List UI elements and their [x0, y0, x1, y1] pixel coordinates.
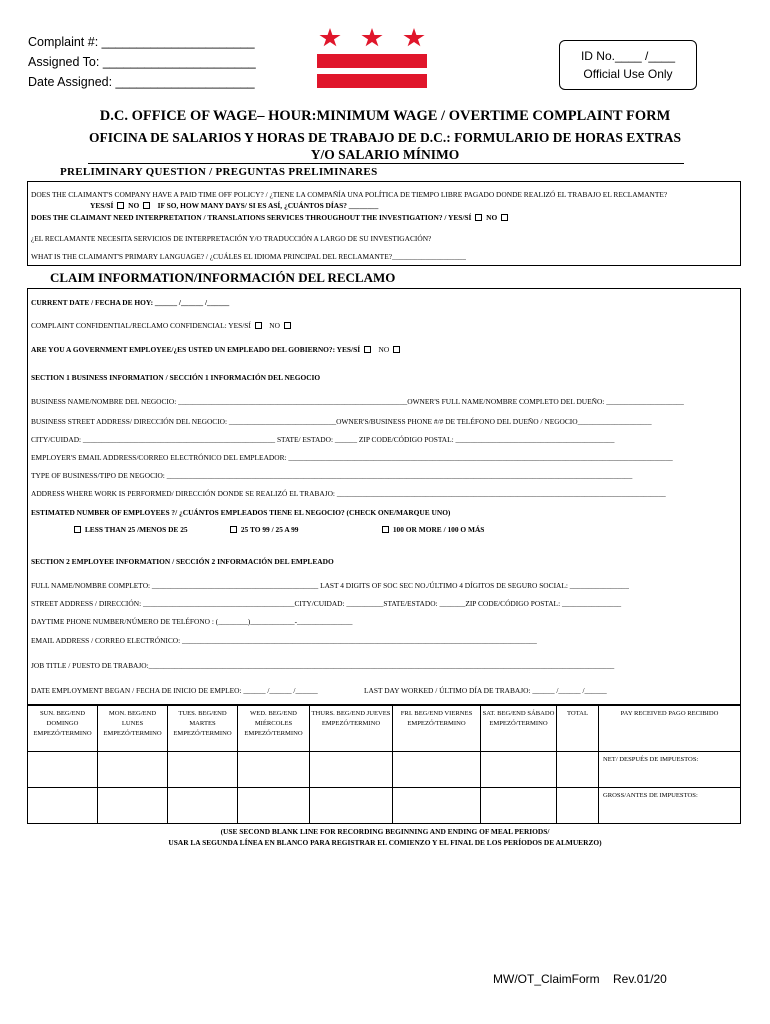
employment-start-field[interactable]: DATE EMPLOYMENT BEGAN / FECHA DE INICIO DE EMPLEO: ______ /______ /______ [31, 686, 318, 695]
day-header-thu: THURS. BEG/END JUEVES EMPEZÓ/TERMINO [310, 706, 393, 752]
employee-count-option-1[interactable] [72, 525, 188, 535]
pto-days-field[interactable]: IF SO, HOW MANY DAYS/ SI ES ASÍ, ¿CUÁNTOS DÍAS? ________ [157, 201, 379, 210]
day-header-sat: SAT. BEG/END SÁBADO EMPEZÓ/TERMINO [481, 706, 557, 752]
business-type-field[interactable]: TYPE OF BUSINESS/TIPO DE NEGOCIO: ______________________________________________________________________________________________________________________________ [31, 471, 633, 480]
total-cell[interactable] [557, 752, 599, 788]
preliminary-heading: PRELIMINARY QUESTION / PREGUNTAS PRELIMINARES [60, 166, 378, 178]
date-assigned-field[interactable]: Date Assigned: ____________________ [28, 75, 255, 89]
employee-email-field[interactable]: EMAIL ADDRESS / CORREO ELECTRÓNICO: ________________________________________________________________________________________________ [31, 636, 537, 645]
complaint-number-field[interactable]: Complaint #: ______________________ [28, 35, 255, 49]
day-header-wed: WED. BEG/END MIÉRCOLES EMPEZÓ/TERMINO [238, 706, 310, 752]
table-row [28, 706, 741, 752]
pto-yes-label: YES/SÍ [90, 201, 114, 210]
hours-cell[interactable] [238, 788, 310, 824]
100plus-label: 100 OR MORE / 100 O MÁS [392, 525, 485, 534]
100plus-checkbox[interactable] [382, 526, 389, 533]
employee-name-field[interactable]: FULL NAME/NOMBRE COMPLETO: _____________________________________________ LAST 4 DIGITS OF SOC SEC NO./ÚLTIMO 4 DÍGITOS DE SEGURO SOCIAL: ________________ [31, 581, 629, 590]
confidential-row [31, 321, 293, 331]
pto-no-checkbox[interactable] [143, 202, 150, 209]
hours-cell[interactable] [310, 752, 393, 788]
government-no-label: NO [378, 345, 390, 354]
meal-period-note-1: (USE SECOND BLANK LINE FOR RECORDING BEGINNING AND ENDING OF MEAL PERIODS/ [220, 827, 550, 836]
lt25-checkbox[interactable] [74, 526, 81, 533]
form-title-spanish [0, 129, 770, 163]
hours-cell[interactable] [28, 752, 98, 788]
meal-period-note-2: USAR LA SEGUNDA LÍNEA EN BLANCO PARA REGISTRAR EL COMIENZO Y EL FINAL DE LOS PERÍODOS DE ALMUERZO) [168, 838, 602, 847]
net-pay-cell[interactable]: NET/ DESPUÉS DE IMPUESTOS: [599, 752, 741, 788]
total-cell[interactable] [557, 788, 599, 824]
pto-no-label: NO [128, 201, 140, 210]
flag-bar [317, 74, 427, 88]
current-date-field[interactable]: CURRENT DATE / FECHA DE HOY: ______ /______ /______ [31, 298, 230, 307]
day-header-tue: TUES. BEG/END MARTES EMPEZÓ/TERMINO [168, 706, 238, 752]
pto-answer-row [90, 201, 378, 211]
government-employee-label: ARE YOU A GOVERNMENT EMPLOYEE/¿ES USTED UN EMPLEADO DEL GOBIERNO?: YES/SÍ [31, 345, 361, 354]
hours-cell[interactable] [310, 788, 393, 824]
form-revision: Rev.01/20 [613, 972, 667, 986]
hours-cell[interactable] [98, 788, 168, 824]
primary-language-field[interactable]: WHAT IS THE CLAIMANT'S PRIMARY LANGUAGE? / ¿CUÁLES EL IDIOMA PRINCIPAL DEL RECLAMANTE?____________________ [31, 252, 466, 261]
government-no-checkbox[interactable] [393, 346, 400, 353]
employee-address-field[interactable]: STREET ADDRESS / DIRECCIÓN: _________________________________________CITY/CUIDAD: __________STATE/ESTADO: _______ZIP CODE/CÓDIGO POSTAL: ________________ [31, 599, 622, 608]
title-divider [88, 163, 684, 164]
employer-email-field[interactable]: EMPLOYER'S EMAIL ADDRESS/CORREO ELECTRÓNICO DEL EMPLEADOR: ________________________________________________________________________________________________________ [31, 453, 673, 462]
hours-cell[interactable] [168, 788, 238, 824]
interpretation-no-label: NO [486, 213, 498, 222]
form-footer [493, 972, 667, 986]
interpretation-question-spanish: ¿EL RECLAMANTE NECESITA SERVICIOS DE INTERPRETACIÓN Y/O TRADUCCIÓN A LARGO DE SU INVESTIGACIÓN? [31, 234, 432, 243]
id-number-field[interactable]: ID No.____ /____ [580, 49, 676, 63]
flag-bar [317, 54, 427, 68]
day-header-mon: MON. BEG/END LUNES EMPEZÓ/TERMINO [98, 706, 168, 752]
star-icon [319, 28, 341, 48]
confidential-yes-checkbox[interactable] [255, 322, 262, 329]
section1-heading: SECTION 1 BUSINESS INFORMATION / SECCIÓN 1 INFORMACIÓN DEL NEGOCIO [31, 373, 321, 382]
gross-pay-cell[interactable]: GROSS/ANTES DE IMPUESTOS: [599, 788, 741, 824]
confidential-label: COMPLAINT CONFIDENTIAL/RECLAMO CONFIDENCIAL: YES/SÍ [31, 321, 251, 330]
hours-cell[interactable] [393, 788, 481, 824]
work-address-field[interactable]: ADDRESS WHERE WORK IS PERFORMED/ DIRECCIÓN DONDE SE REALIZÓ EL TRABAJO: _________________________________________________________________________________________ [31, 489, 666, 498]
header-fields [28, 32, 256, 92]
claim-info-heading: CLAIM INFORMATION/INFORMACIÓN DEL RECLAMO [50, 270, 396, 285]
form-title-spanish-line2: Y/O SALARIO MÍNIMO [310, 147, 460, 162]
total-header: TOTAL [557, 706, 599, 752]
government-employee-row [31, 345, 402, 355]
hours-cell[interactable] [168, 752, 238, 788]
hours-cell[interactable] [481, 788, 557, 824]
official-use-box [559, 40, 697, 90]
job-title-field[interactable]: JOB TITLE / PUESTO DE TRABAJO:______________________________________________________________________________________________________________________________ [31, 661, 615, 670]
pto-yes-checkbox[interactable] [117, 202, 124, 209]
hours-cell[interactable] [28, 788, 98, 824]
official-use-label: Official Use Only [583, 67, 673, 81]
pto-question: DOES THE CLAIMANT'S COMPANY HAVE A PAID TIME OFF POLICY? / ¿TIENE LA COMPAÑÍA UNA POLÍTICA DE TIEMPO LIBRE PAGADO DONDE REALIZÓ EL TRABAJO EL RECLAMANTE? [31, 190, 668, 199]
form-id: MW/OT_ClaimForm [493, 972, 600, 986]
interpretation-yes-checkbox[interactable] [475, 214, 482, 221]
star-icon [361, 28, 383, 48]
dc-flag-logo [317, 28, 427, 88]
interpretation-question-text: DOES THE CLAIMANT NEED INTERPRETATION / TRANSLATIONS SERVICES THROUGHOUT THE INVESTIGATION? / YES/SÍ [31, 213, 472, 222]
day-header-sun: SUN. BEG/END DOMINGO EMPEZÓ/TERMINO [28, 706, 98, 752]
business-address-field[interactable]: BUSINESS STREET ADDRESS/ DIRECCIÓN DEL NEGOCIO: _____________________________OWNER'S/BUSINESS PHONE #/# DE TELÉFONO DEL DUEÑO / NEGOCIO____________________ [31, 417, 652, 426]
25to99-checkbox[interactable] [230, 526, 237, 533]
business-name-field[interactable]: BUSINESS NAME/NOMBRE DEL NEGOCIO: ______________________________________________________________OWNER'S FULL NAME/NOMBRE COMPLETO DEL DUEÑO: _____________________ [31, 397, 684, 406]
form-title-spanish-line1: OFICINA DE SALARIOS Y HORAS DE TRABAJO DE D.C.: FORMULARIO DE HORAS EXTRAS [88, 130, 682, 145]
hours-cell[interactable] [481, 752, 557, 788]
employee-count-option-2[interactable] [228, 525, 299, 535]
employee-phone-field[interactable]: DAYTIME PHONE NUMBER/NÚMERO DE TELÉFONO : (________)____________-_______________ [31, 617, 353, 626]
lt25-label: LESS THAN 25 /MENOS DE 25 [84, 525, 188, 534]
star-icon [403, 28, 425, 48]
hours-cell[interactable] [238, 752, 310, 788]
confidential-no-checkbox[interactable] [284, 322, 291, 329]
government-yes-checkbox[interactable] [364, 346, 371, 353]
hours-table [27, 705, 741, 824]
interpretation-no-checkbox[interactable] [501, 214, 508, 221]
hours-cell[interactable] [393, 752, 481, 788]
interpretation-question [31, 213, 510, 223]
form-title-english: D.C. OFFICE OF WAGE– HOUR:MINIMUM WAGE / OVERTIME COMPLAINT FORM [99, 108, 671, 124]
25to99-label: 25 TO 99 / 25 A 99 [240, 525, 299, 534]
table-row [28, 752, 741, 788]
employee-count-option-3[interactable] [380, 525, 484, 535]
confidential-no-label: NO [269, 321, 280, 330]
hours-cell[interactable] [98, 752, 168, 788]
table-row [28, 788, 741, 824]
last-day-field[interactable]: LAST DAY WORKED / ÚLTIMO DÍA DE TRABAJO: ______ /______ /______ [364, 686, 607, 695]
section2-heading: SECTION 2 EMPLOYEE INFORMATION / SECCIÓN 2 INFORMACIÓN DEL EMPLEADO [31, 557, 334, 566]
assigned-to-field[interactable]: Assigned To: ______________________ [28, 55, 256, 69]
business-city-field[interactable]: CITY/CUIDAD: ____________________________________________________ STATE/ ESTADO: ______ ZIP CODE/CÓDIGO POSTAL: ___________________________________________ [31, 435, 615, 444]
day-header-fri: FRI. BEG/END VIERNES EMPEZÓ/TERMINO [393, 706, 481, 752]
pay-received-header: PAY RECEIVED PAGO RECIBIDO [599, 706, 741, 752]
employee-count-question: ESTIMATED NUMBER OF EMPLOYEES ?/ ¿CUÁNTOS EMPLEADOS TIENE EL NEGOCIO? (CHECK ONE/MARQUE UNO) [31, 508, 451, 517]
